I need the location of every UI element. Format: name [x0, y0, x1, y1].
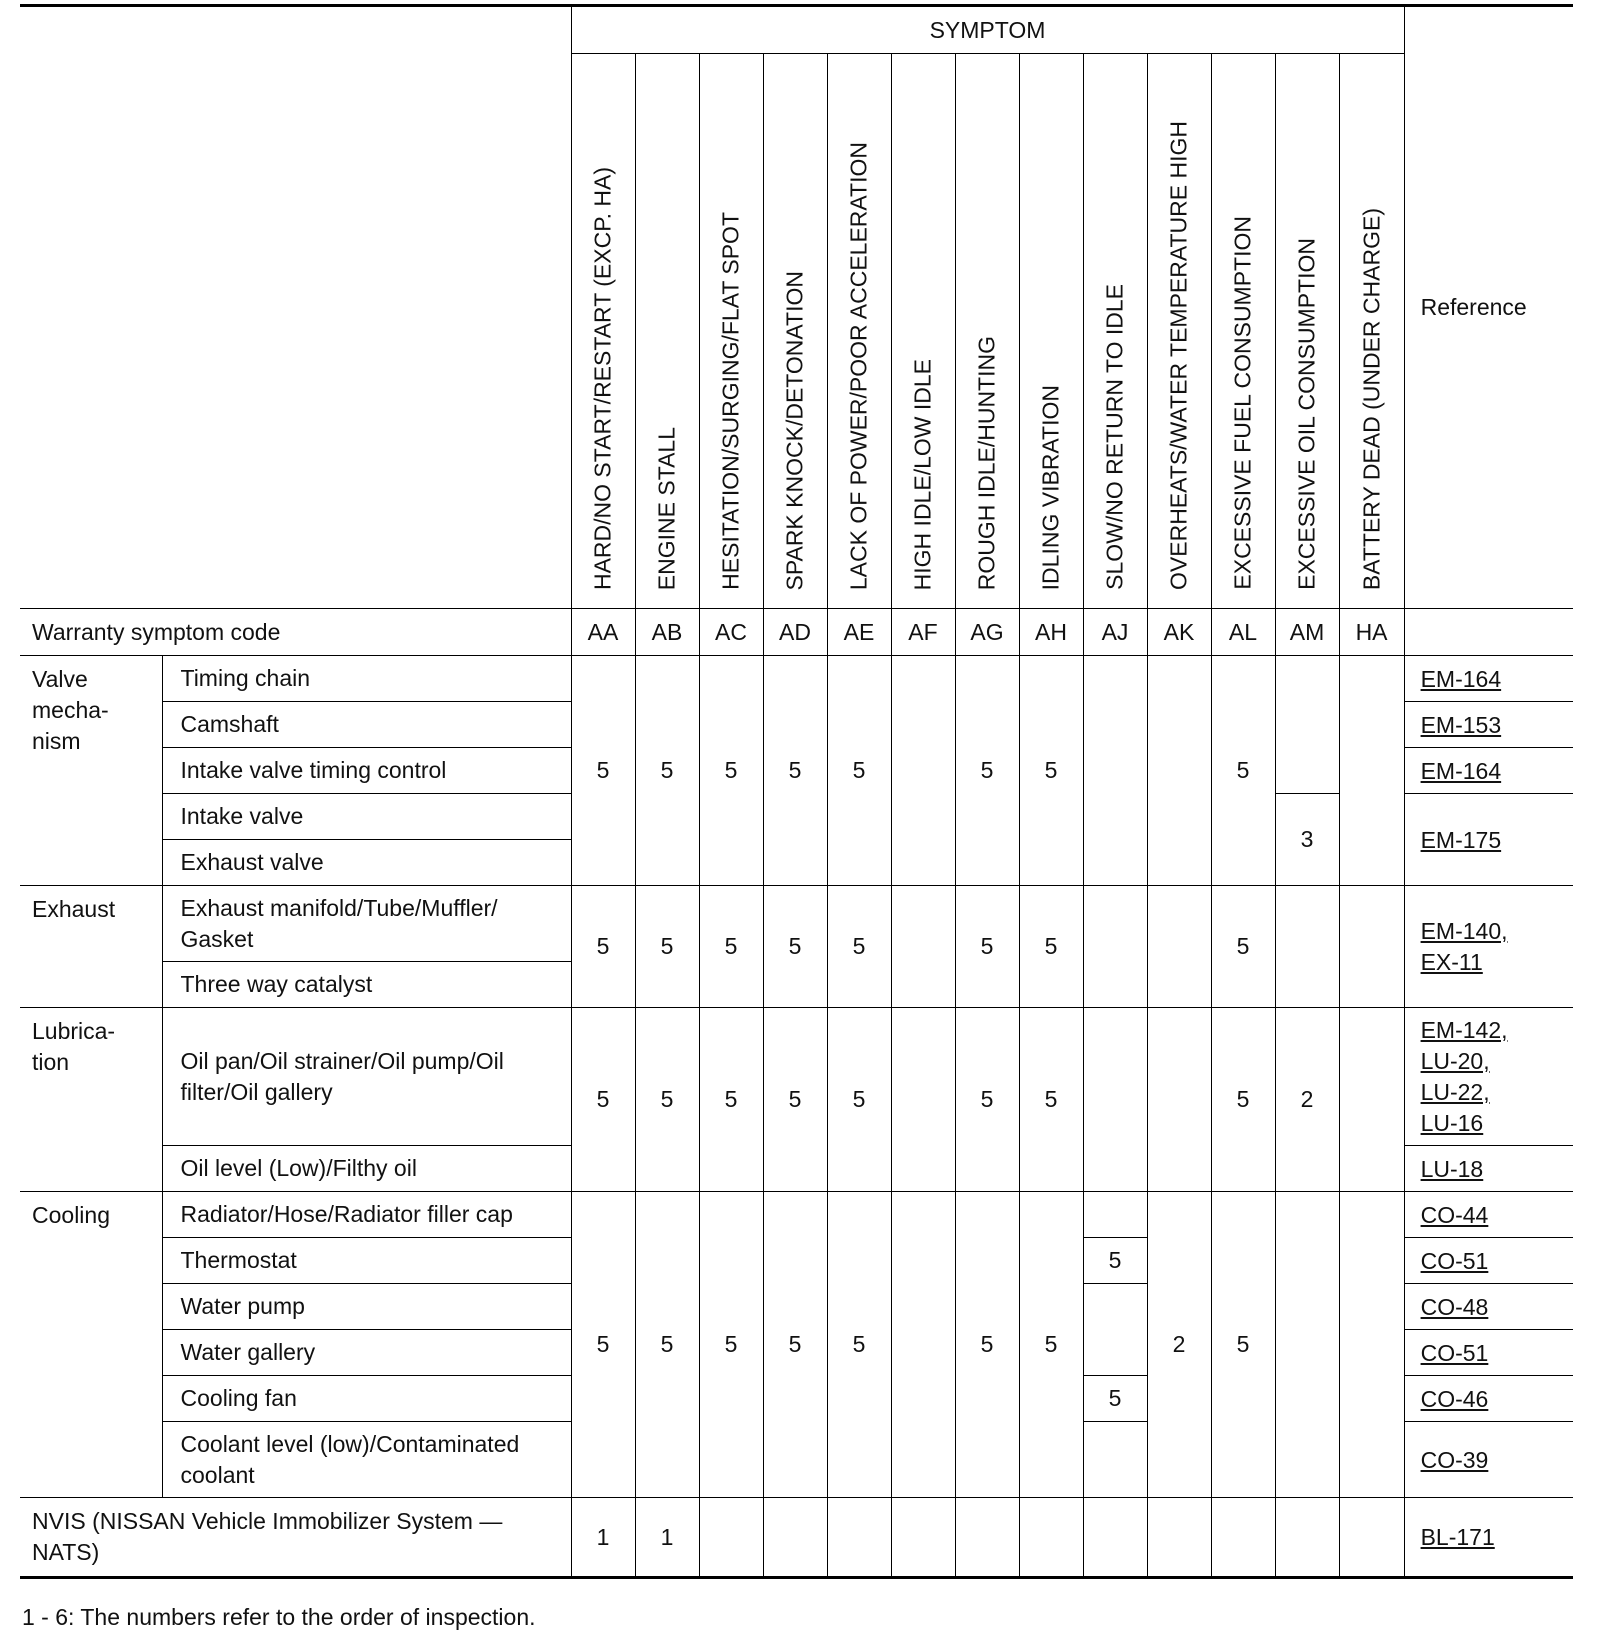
- warranty-code: AJ: [1083, 609, 1147, 656]
- value-cell-empty: [891, 1498, 955, 1578]
- inspection-order-note: 1 - 6: The numbers refer to the order of inspection.: [22, 1604, 536, 1630]
- symptom-diagnosis-table: [20, 4, 1573, 1579]
- value-cell: 5: [1211, 886, 1275, 1008]
- value-cell-empty: [1083, 1192, 1147, 1238]
- value-cell: 5: [1211, 656, 1275, 886]
- warranty-code: AK: [1147, 609, 1211, 656]
- symptom-col-header: LACK OF POWER/POOR ACCELERATION: [827, 54, 891, 609]
- value-cell: 5: [699, 886, 763, 1008]
- item-radiator: Radiator/Hose/Radiator filler cap: [162, 1192, 571, 1238]
- reference-link[interactable]: EM-164: [1404, 656, 1573, 702]
- value-cell: 5: [763, 886, 827, 1008]
- value-cell-empty: [1339, 1192, 1404, 1498]
- value-cell: 5: [635, 886, 699, 1008]
- group-nvis: NVIS (NISSAN Vehicle Immobilizer System — NATS): [20, 1498, 571, 1578]
- reference-link[interactable]: LU-20,: [1420, 1048, 1490, 1074]
- value-cell: 5: [635, 1008, 699, 1192]
- reference-link[interactable]: BL-171: [1404, 1498, 1573, 1578]
- value-cell: 5: [635, 656, 699, 886]
- symptom-col-header: HARD/NO START/RESTART (EXCP. HA): [571, 54, 635, 609]
- value-cell: 5: [571, 656, 635, 886]
- corner-blank: [20, 6, 571, 609]
- warranty-code: AB: [635, 609, 699, 656]
- value-cell-empty: [1339, 886, 1404, 1008]
- value-cell-empty: [1083, 886, 1147, 1008]
- value-cell: 5: [1019, 1192, 1083, 1498]
- value-cell-empty: [891, 1192, 955, 1498]
- value-cell: 5: [1083, 1376, 1147, 1422]
- warranty-code: AG: [955, 609, 1019, 656]
- value-cell: 5: [955, 1008, 1019, 1192]
- reference-link[interactable]: EM-164: [1404, 748, 1573, 794]
- group-lubrication: Lubrica- tion: [20, 1008, 162, 1192]
- value-cell-empty: [891, 886, 955, 1008]
- item-exhaust-manifold: Exhaust manifold/Tube/Muffler/ Gasket: [162, 886, 571, 962]
- symptom-col-header: IDLING VIBRATION: [1019, 54, 1083, 609]
- value-cell: 5: [1019, 886, 1083, 1008]
- warranty-code: AC: [699, 609, 763, 656]
- value-cell: 5: [955, 886, 1019, 1008]
- warranty-code: AH: [1019, 609, 1083, 656]
- reference-link[interactable]: CO-46: [1404, 1376, 1573, 1422]
- reference-link[interactable]: EM-153: [1404, 702, 1573, 748]
- reference-link[interactable]: CO-51: [1404, 1330, 1573, 1376]
- value-cell: 5: [955, 1192, 1019, 1498]
- group-valve-mechanism: Valve mecha- nism: [20, 656, 162, 886]
- value-cell: 1: [635, 1498, 699, 1578]
- reference-link[interactable]: LU-16: [1420, 1110, 1484, 1136]
- value-cell: 1: [571, 1498, 635, 1578]
- reference-links: [1404, 1008, 1573, 1146]
- value-cell: 5: [827, 656, 891, 886]
- reference-link[interactable]: CO-44: [1404, 1192, 1573, 1238]
- reference-blank: [1404, 609, 1573, 656]
- value-cell-empty: [1083, 656, 1147, 886]
- value-cell-empty: [955, 1498, 1019, 1578]
- item-timing-chain: Timing chain: [162, 656, 571, 702]
- value-cell-empty: [699, 1498, 763, 1578]
- value-cell: 5: [763, 1192, 827, 1498]
- value-cell: 5: [1019, 656, 1083, 886]
- warranty-code: AE: [827, 609, 891, 656]
- item-thermostat: Thermostat: [162, 1238, 571, 1284]
- group-cooling: Cooling: [20, 1192, 162, 1498]
- symptom-col-header: HIGH IDLE/LOW IDLE: [891, 54, 955, 609]
- item-intake-valve-timing-control: Intake valve timing control: [162, 748, 571, 794]
- warranty-code: AL: [1211, 609, 1275, 656]
- reference-link[interactable]: CO-51: [1404, 1238, 1573, 1284]
- value-cell: 5: [1211, 1008, 1275, 1192]
- value-cell-empty: [1147, 656, 1211, 886]
- group-exhaust: Exhaust: [20, 886, 162, 1008]
- value-cell-empty: [1275, 1192, 1339, 1498]
- value-cell-empty: [1019, 1498, 1083, 1578]
- value-cell: 5: [1083, 1238, 1147, 1284]
- symptom-col-header: ENGINE STALL: [635, 54, 699, 609]
- value-cell: 5: [1211, 1192, 1275, 1498]
- reference-link[interactable]: EX-11: [1420, 949, 1483, 975]
- value-cell-empty: [763, 1498, 827, 1578]
- value-cell-empty: [1275, 1498, 1339, 1578]
- value-cell-empty: [891, 1008, 955, 1192]
- value-cell-empty: [1211, 1498, 1275, 1578]
- reference-link[interactable]: CO-39: [1404, 1422, 1573, 1498]
- warranty-code-label: Warranty symptom code: [20, 609, 571, 656]
- value-cell: 5: [699, 656, 763, 886]
- reference-header: Reference: [1404, 6, 1573, 609]
- item-oil-pan: Oil pan/Oil strainer/Oil pump/Oil filter/Oil gallery: [162, 1008, 571, 1146]
- item-water-gallery: Water gallery: [162, 1330, 571, 1376]
- reference-link[interactable]: CO-48: [1404, 1284, 1573, 1330]
- item-exhaust-valve: Exhaust valve: [162, 840, 571, 886]
- value-cell: 5: [635, 1192, 699, 1498]
- value-cell: 5: [699, 1008, 763, 1192]
- symptom-header: SYMPTOM: [571, 6, 1404, 54]
- symptom-col-header: ROUGH IDLE/HUNTING: [955, 54, 1019, 609]
- warranty-code: HA: [1339, 609, 1404, 656]
- value-cell-empty: [1339, 656, 1404, 886]
- symptom-col-header: HESITATION/SURGING/FLAT SPOT: [699, 54, 763, 609]
- value-cell-empty: [1147, 1008, 1211, 1192]
- value-cell: 5: [955, 656, 1019, 886]
- value-cell: 5: [571, 886, 635, 1008]
- value-cell: 5: [1019, 1008, 1083, 1192]
- value-cell-empty: [1147, 886, 1211, 1008]
- value-cell: 5: [827, 1192, 891, 1498]
- reference-link[interactable]: EM-175: [1404, 794, 1573, 886]
- value-cell: 5: [699, 1192, 763, 1498]
- symptom-col-header: EXCESSIVE FUEL CONSUMPTION: [1211, 54, 1275, 609]
- reference-link[interactable]: EM-140,: [1420, 918, 1508, 944]
- value-cell: 5: [571, 1008, 635, 1192]
- reference-link[interactable]: EM-142,: [1420, 1017, 1508, 1043]
- value-cell: 5: [827, 886, 891, 1008]
- value-cell: 5: [571, 1192, 635, 1498]
- symptom-col-header: SLOW/NO RETURN TO IDLE: [1083, 54, 1147, 609]
- item-water-pump: Water pump: [162, 1284, 571, 1330]
- value-cell: 5: [763, 1008, 827, 1192]
- value-cell-empty: [1083, 1284, 1147, 1376]
- value-cell-empty: [1339, 1008, 1404, 1192]
- warranty-code: AF: [891, 609, 955, 656]
- value-cell-empty: [891, 656, 955, 886]
- value-cell-empty: [1083, 1498, 1147, 1578]
- warranty-code: AM: [1275, 609, 1339, 656]
- symptom-col-header: BATTERY DEAD (UNDER CHARGE): [1339, 54, 1404, 609]
- reference-link[interactable]: LU-22,: [1420, 1079, 1490, 1105]
- symptom-col-header: SPARK KNOCK/DETONATION: [763, 54, 827, 609]
- item-camshaft: Camshaft: [162, 702, 571, 748]
- value-cell-empty: [1339, 1498, 1404, 1578]
- value-cell: 5: [763, 656, 827, 886]
- value-cell-empty: [827, 1498, 891, 1578]
- warranty-code: AD: [763, 609, 827, 656]
- symptom-col-header: EXCESSIVE OIL CONSUMPTION: [1275, 54, 1339, 609]
- value-cell: 2: [1147, 1192, 1211, 1498]
- item-cooling-fan: Cooling fan: [162, 1376, 571, 1422]
- value-cell: 3: [1275, 794, 1339, 886]
- diagnosis-table-wrapper: [20, 4, 1572, 1579]
- item-coolant-level: Coolant level (low)/Contaminated coolant: [162, 1422, 571, 1498]
- value-cell-empty: [1147, 1498, 1211, 1578]
- value-cell-empty: [1275, 886, 1339, 1008]
- item-intake-valve: Intake valve: [162, 794, 571, 840]
- value-cell-empty: [1275, 656, 1339, 794]
- item-three-way-catalyst: Three way catalyst: [162, 962, 571, 1008]
- value-cell: 5: [827, 1008, 891, 1192]
- warranty-code: AA: [571, 609, 635, 656]
- value-cell-empty: [1083, 1008, 1147, 1192]
- reference-link[interactable]: LU-18: [1404, 1146, 1573, 1192]
- value-cell-empty: [1083, 1422, 1147, 1498]
- symptom-col-header: OVERHEATS/WATER TEMPERATURE HIGH: [1147, 54, 1211, 609]
- value-cell: 2: [1275, 1008, 1339, 1192]
- reference-links: [1404, 886, 1573, 1008]
- item-oil-level: Oil level (Low)/Filthy oil: [162, 1146, 571, 1192]
